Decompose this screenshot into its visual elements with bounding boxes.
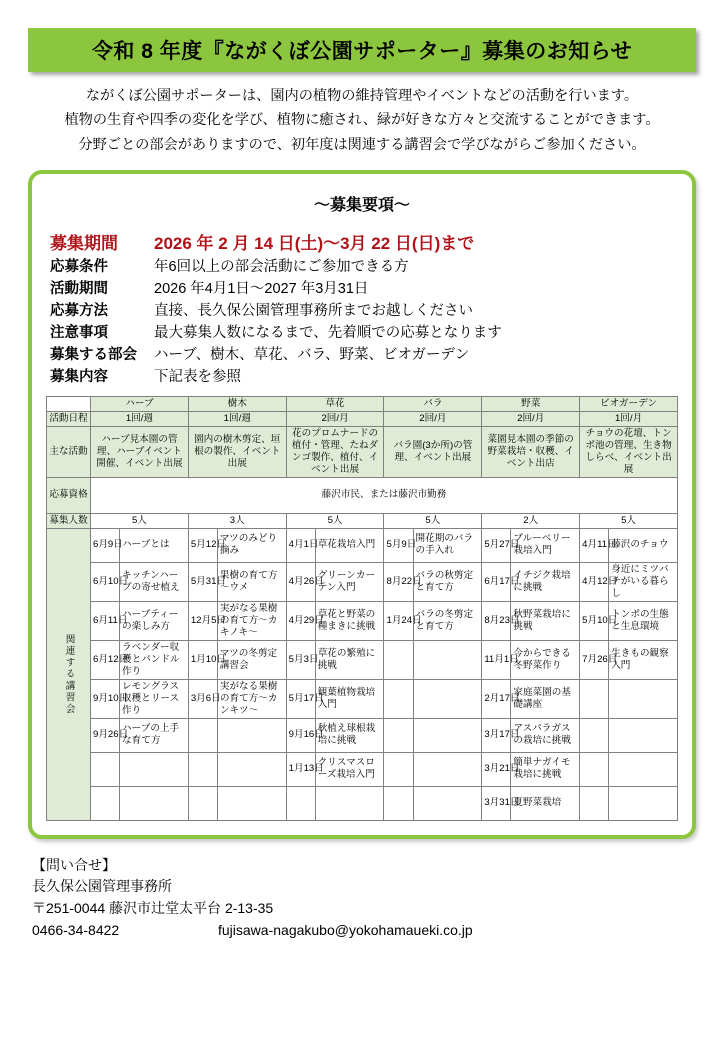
course-topic-3-4 — [413, 679, 482, 718]
row-label-qualification: 応募資格 — [47, 477, 91, 513]
course-date-5-5 — [580, 718, 609, 752]
course-topic-0-6 — [120, 752, 189, 786]
course-topic-2-0: 草花栽培入門 — [315, 528, 384, 562]
course-date-2-5: 9月16日 — [286, 718, 315, 752]
course-topic-4-1: イチジク栽培に挑戦 — [511, 562, 580, 601]
course-topic-1-1: 果樹の育て方～ウメ — [217, 562, 286, 601]
course-topic-4-5: アスパラガスの栽培に挑戦 — [511, 718, 580, 752]
course-topic-4-6: 簡単ナガイモ栽培に挑戦 — [511, 752, 580, 786]
page-title: 令和 8 年度『ながくぼ公園サポーター』募集のお知らせ — [91, 40, 633, 63]
course-topic-2-5: 秋植え球根栽培に挑戦 — [315, 718, 384, 752]
course-date-4-2: 8月23日 — [482, 601, 511, 640]
qualification-row — [47, 477, 678, 513]
detail-label: 募集する部会 — [50, 346, 137, 363]
group-header-2: 草花 — [286, 396, 384, 411]
course-topic-2-4: 観葉植物栽培入門 — [315, 679, 384, 718]
course-date-2-6: 1月13日 — [286, 752, 315, 786]
course-date-5-1: 4月12日 — [580, 562, 609, 601]
course-topic-3-2: バラの冬剪定と育て方 — [413, 601, 482, 640]
details-list — [50, 229, 678, 386]
capacity-cell-4: 2人 — [482, 513, 580, 528]
course-date-0-4: 9月10日 — [91, 679, 120, 718]
course-date-1-7 — [188, 786, 217, 820]
course-date-0-7 — [91, 786, 120, 820]
detail-row-contents — [50, 365, 678, 386]
contact-address: 〒251-0044 藤沢市辻堂太平台 2-13-35 — [32, 899, 274, 916]
group-header-5: ビオガーデン — [580, 396, 678, 411]
detail-value: 2026 年 2 月 14 日(土)～3月 22 日(日)まで — [154, 233, 475, 253]
course-row — [47, 718, 678, 752]
course-row — [47, 786, 678, 820]
contact-email: fujisawa-nagakubo@yokohamaueki.co.jp — [218, 921, 473, 938]
main-activity-cell-4: 菜園見本園の季節の野菜栽培・収穫、イベント出店 — [482, 426, 580, 477]
flyer-page — [0, 28, 724, 1052]
course-date-5-7 — [580, 786, 609, 820]
course-date-4-1: 6月17日 — [482, 562, 511, 601]
schedule-cell-4: 2回/月 — [482, 411, 580, 426]
course-topic-5-7 — [609, 786, 678, 820]
course-date-5-6 — [580, 752, 609, 786]
main-activity-cell-5: チョウの花壇、トンボ池の管理、生き物しらべ、イベント出展 — [580, 426, 678, 477]
detail-label: 応募条件 — [50, 258, 108, 275]
course-date-5-2: 5月10日 — [580, 601, 609, 640]
course-topic-1-3: マツの冬剪定講習会 — [217, 640, 286, 679]
course-date-3-0: 5月9日 — [384, 528, 413, 562]
course-date-1-6 — [188, 752, 217, 786]
row-label-capacity: 募集人数 — [47, 513, 91, 528]
course-topic-1-7 — [217, 786, 286, 820]
course-topic-2-3: 草花の繁殖に挑戦 — [315, 640, 384, 679]
row-label-schedule: 活動日程 — [47, 411, 91, 426]
course-topic-0-5: ハーブの上手な育て方 — [120, 718, 189, 752]
detail-row-activity-period — [50, 277, 678, 298]
detail-row-conditions — [50, 255, 678, 276]
capacity-cell-2: 5人 — [286, 513, 384, 528]
course-row — [47, 562, 678, 601]
capacity-cell-0: 5人 — [91, 513, 189, 528]
detail-row-notes — [50, 321, 678, 342]
course-topic-0-2: ハーブティーの楽しみ方 — [120, 601, 189, 640]
detail-label: 募集期間 — [50, 233, 118, 253]
course-date-4-3: 11月1日 — [482, 640, 511, 679]
course-date-2-3: 5月3日 — [286, 640, 315, 679]
course-row — [47, 679, 678, 718]
course-date-2-2: 4月29日 — [286, 601, 315, 640]
course-date-0-5: 9月26日 — [91, 718, 120, 752]
main-activity-cell-0: ハーブ見本園の管理、ハーブイベント開催、イベント出展 — [91, 426, 189, 477]
course-topic-4-4: 家庭菜園の基礎講座 — [511, 679, 580, 718]
course-topic-0-7 — [120, 786, 189, 820]
course-row — [47, 528, 678, 562]
table-header-row — [47, 396, 678, 411]
course-date-1-2: 12月5日 — [188, 601, 217, 640]
course-date-3-7 — [384, 786, 413, 820]
course-topic-3-7 — [413, 786, 482, 820]
table-corner-cell — [47, 396, 91, 411]
course-date-0-2: 6月11日 — [91, 601, 120, 640]
group-header-1: 樹木 — [188, 396, 286, 411]
course-topic-4-2: 秋野菜栽培に挑戦 — [511, 601, 580, 640]
title-banner — [28, 28, 696, 72]
contact-block — [32, 855, 696, 942]
course-topic-1-0: マツのみどり摘み — [217, 528, 286, 562]
schedule-cell-0: 1回/週 — [91, 411, 189, 426]
course-date-3-1: 8月22日 — [384, 562, 413, 601]
intro-line: 分野ごとの部会がありますので、初年度は関連する講習会で学びながらご参加ください。 — [78, 136, 646, 153]
schedule-cell-2: 2回/月 — [286, 411, 384, 426]
row-label-courses: 関連する講習会 — [47, 528, 91, 820]
group-header-3: バラ — [384, 396, 482, 411]
detail-value: 下記表を参照 — [154, 368, 241, 385]
detail-label: 応募方法 — [50, 302, 108, 319]
course-topic-4-7: 夏野菜栽培 — [511, 786, 580, 820]
course-date-2-4: 5月17日 — [286, 679, 315, 718]
schedule-row — [47, 411, 678, 426]
course-date-4-5: 3月17日 — [482, 718, 511, 752]
course-date-2-7 — [286, 786, 315, 820]
contact-phone: 0466-34-8422 — [32, 921, 120, 938]
course-topic-2-7 — [315, 786, 384, 820]
course-topic-3-6 — [413, 752, 482, 786]
course-date-1-3: 1月10日 — [188, 640, 217, 679]
detail-value: 年6回以上の部会活動にご参加できる方 — [154, 258, 409, 275]
course-topic-4-0: ブルーベリー栽培入門 — [511, 528, 580, 562]
course-row — [47, 601, 678, 640]
course-date-4-6: 3月21日 — [482, 752, 511, 786]
detail-value: 2026 年4月1日～2027 年3月31日 — [154, 280, 369, 297]
detail-value: ハーブ、樹木、草花、バラ、野菜、ビオガーデン — [154, 346, 470, 363]
detail-row-groups — [50, 343, 678, 364]
course-date-1-4: 3月6日 — [188, 679, 217, 718]
course-topic-5-5 — [609, 718, 678, 752]
course-topic-5-1: 身近にミツバチがいる暮らし — [609, 562, 678, 601]
course-topic-1-4: 実がなる果樹の育て方～カンキツ～ — [217, 679, 286, 718]
capacity-cell-5: 5人 — [580, 513, 678, 528]
course-date-5-4 — [580, 679, 609, 718]
course-topic-3-0: 開花期のバラの手入れ — [413, 528, 482, 562]
intro-paragraph — [28, 86, 696, 156]
course-date-0-6 — [91, 752, 120, 786]
course-date-3-6 — [384, 752, 413, 786]
course-topic-0-4: レモングラス収穫とリース作り — [120, 679, 189, 718]
recruitment-table — [46, 396, 678, 821]
course-date-0-1: 6月10日 — [91, 562, 120, 601]
course-row — [47, 640, 678, 679]
detail-value: 直接、長久保公園管理事務所までお越しください — [154, 302, 473, 319]
intro-line: ながくぼ公園サポーターは、園内の植物の維持管理やイベントなどの活動を行います。 — [85, 88, 639, 104]
main-activity-cell-2: 花のプロムナードの植付・管理、たねダンゴ製作、植付、イベント出展 — [286, 426, 384, 477]
course-topic-1-5 — [217, 718, 286, 752]
detail-row-period — [50, 229, 678, 254]
course-topic-2-6: クリスマスローズ栽培入門 — [315, 752, 384, 786]
course-date-5-0: 4月11日 — [580, 528, 609, 562]
course-topic-5-4 — [609, 679, 678, 718]
main-activity-row — [47, 426, 678, 477]
course-date-3-4 — [384, 679, 413, 718]
course-date-4-0: 5月27日 — [482, 528, 511, 562]
group-header-0: ハーブ — [91, 396, 189, 411]
main-activity-cell-1: 園内の樹木剪定、垣根の製作、イベント出展 — [188, 426, 286, 477]
course-topic-5-2: トンボの生態と生息環境 — [609, 601, 678, 640]
course-date-1-0: 5月12日 — [188, 528, 217, 562]
schedule-cell-5: 1回/月 — [580, 411, 678, 426]
schedule-cell-3: 2回/月 — [384, 411, 482, 426]
course-date-3-5 — [384, 718, 413, 752]
course-topic-3-5 — [413, 718, 482, 752]
course-date-5-3: 7月26日 — [580, 640, 609, 679]
course-topic-5-0: 藤沢のチョウ — [609, 528, 678, 562]
course-date-0-0: 6月9日 — [91, 528, 120, 562]
course-date-1-1: 5月31日 — [188, 562, 217, 601]
course-row — [47, 752, 678, 786]
capacity-row — [47, 513, 678, 528]
course-date-0-3: 6月12日 — [91, 640, 120, 679]
course-date-4-7: 3月31日 — [482, 786, 511, 820]
contact-phone-email-line — [32, 920, 696, 942]
course-date-1-5 — [188, 718, 217, 752]
course-topic-3-3 — [413, 640, 482, 679]
group-header-4: 野菜 — [482, 396, 580, 411]
course-topic-2-2: 草花と野菜の種まきに挑戦 — [315, 601, 384, 640]
course-date-3-3 — [384, 640, 413, 679]
course-topic-5-6 — [609, 752, 678, 786]
course-topic-4-3: 今からできる冬野菜作り — [511, 640, 580, 679]
course-topic-5-3: 生きもの観察入門 — [609, 640, 678, 679]
detail-label: 活動期間 — [50, 280, 108, 297]
course-topic-0-1: キッチンハーブの寄せ植え — [120, 562, 189, 601]
course-topic-2-1: グリーンカーテン入門 — [315, 562, 384, 601]
capacity-cell-1: 3人 — [188, 513, 286, 528]
course-date-2-0: 4月1日 — [286, 528, 315, 562]
course-topic-3-1: バラの秋剪定と育て方 — [413, 562, 482, 601]
section-title: ～募集要項～ — [313, 196, 410, 214]
course-date-2-1: 4月26日 — [286, 562, 315, 601]
recruitment-frame — [28, 170, 696, 839]
intro-line: 植物の生育や四季の変化を学び、植物に癒され、緑が好きな方々と交流することができます。 — [64, 112, 660, 129]
course-date-4-4: 2月17日 — [482, 679, 511, 718]
course-topic-0-3: ラベンダー収穫とバンドル作り — [120, 640, 189, 679]
qualification-value: 藤沢市民、または藤沢市勤務 — [91, 477, 678, 513]
course-date-3-2: 1月24日 — [384, 601, 413, 640]
row-label-main-activity: 主な活動 — [47, 426, 91, 477]
course-topic-0-0: ハーブとは — [120, 528, 189, 562]
detail-value: 最大募集人数になるまで、先着順での応募となります — [154, 324, 502, 341]
course-topic-1-6 — [217, 752, 286, 786]
contact-office: 長久保公園管理事務所 — [32, 878, 172, 895]
detail-row-how-to-apply — [50, 299, 678, 320]
main-activity-cell-3: バラ園(3か所)の管理、イベント出展 — [384, 426, 482, 477]
detail-label: 注意事項 — [50, 324, 108, 341]
capacity-cell-3: 5人 — [384, 513, 482, 528]
detail-label: 募集内容 — [50, 368, 108, 385]
schedule-cell-1: 1回/週 — [188, 411, 286, 426]
course-topic-1-2: 実がなる果樹の育て方～カキノキ～ — [217, 601, 286, 640]
contact-heading: 【問い合せ】 — [32, 856, 116, 873]
